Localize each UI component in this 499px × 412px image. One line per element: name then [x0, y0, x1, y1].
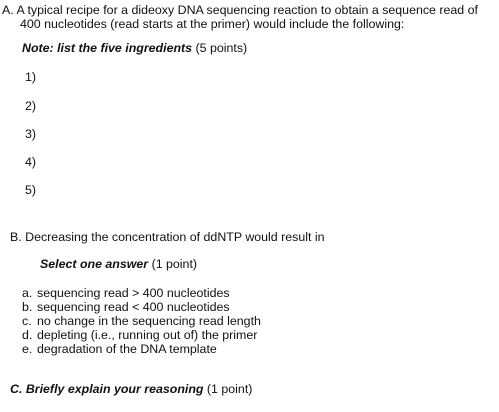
part-b-question: B. Decreasing the concentration of ddNTP would result in	[10, 230, 325, 244]
option-d-text: depleting (i.e., running out of) the primer	[37, 328, 258, 342]
option-c-text: no change in the sequencing read length	[37, 314, 261, 328]
option-b-text: sequencing read < 400 nucleotides	[37, 300, 230, 314]
option-e-letter: e.	[22, 342, 33, 356]
option-d-letter: d.	[22, 328, 33, 342]
part-b-instruction	[40, 257, 197, 272]
part-a-question-line-2: 400 nucleotides (read starts at the primer) would include the following:	[20, 17, 405, 31]
part-a-note-points: (5 points)	[192, 41, 248, 55]
option-b	[22, 300, 230, 315]
part-c-question	[10, 382, 252, 397]
part-c-question-bold: C. Briefly explain your reasoning	[10, 382, 204, 396]
part-a-question-line-1: A. A typical recipe for a dideoxy DNA sequencing reaction to obtain a sequence read of	[2, 3, 478, 17]
option-b-letter: b.	[22, 300, 33, 314]
ingredient-2-label: 2)	[25, 99, 37, 113]
option-a	[22, 286, 230, 301]
ingredient-3-label: 3)	[25, 127, 37, 141]
part-a-note-bold: Note: list the five ingredients	[22, 41, 193, 55]
option-a-letter: a.	[22, 286, 33, 300]
part-a-note	[22, 41, 247, 56]
option-a-text: sequencing read > 400 nucleotides	[37, 286, 230, 300]
ingredient-4-label: 4)	[25, 155, 37, 169]
option-e	[22, 342, 217, 357]
option-d	[22, 328, 257, 343]
ingredient-5-label: 5)	[25, 183, 37, 197]
part-b-instruction-bold: Select one answer	[40, 257, 149, 271]
part-b-instruction-points: (1 point)	[148, 257, 198, 271]
option-e-text: degradation of the DNA template	[37, 342, 217, 356]
part-c-question-points: (1 point)	[203, 382, 253, 396]
ingredient-1-label: 1)	[25, 70, 37, 84]
option-c-letter: c.	[22, 314, 32, 328]
option-c	[22, 314, 261, 329]
